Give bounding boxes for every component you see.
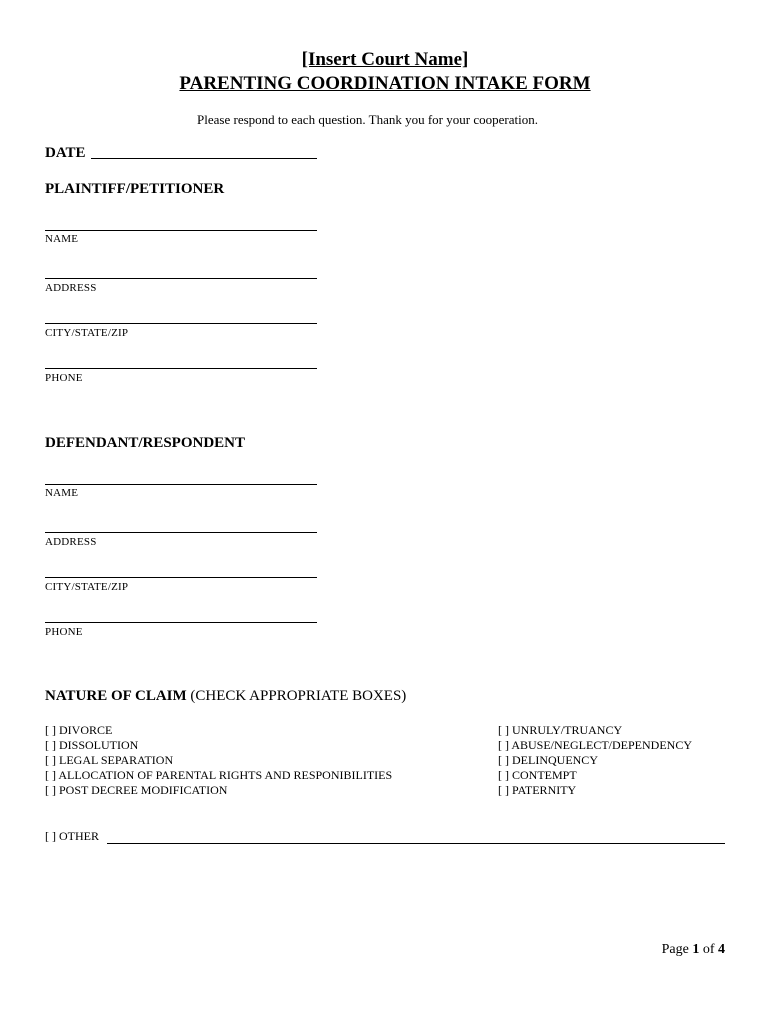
- page-total: 4: [718, 942, 725, 957]
- defendant-name-field[interactable]: [45, 484, 317, 485]
- defendant-heading: DEFENDANT/RESPONDENT: [45, 435, 246, 451]
- defendant-address-label: ADDRESS: [45, 536, 97, 548]
- plaintiff-address-field[interactable]: [45, 278, 317, 279]
- option-divorce[interactable]: [ ] DIVORCE: [45, 723, 113, 737]
- defendant-city-field[interactable]: [45, 577, 317, 578]
- plaintiff-name-label: NAME: [45, 233, 79, 245]
- other-field[interactable]: [107, 843, 725, 844]
- defendant-city-label: CITY/STATE/ZIP: [45, 581, 129, 593]
- court-name: [Insert Court Name]: [301, 49, 469, 70]
- option-abuse[interactable]: [ ] ABUSE/NEGLECT/DEPENDENCY: [498, 738, 692, 752]
- date-field[interactable]: [91, 158, 317, 159]
- option-allocation[interactable]: [ ] ALLOCATION OF PARENTAL RIGHTS AND RESPONIBILITIES: [45, 768, 393, 782]
- option-other[interactable]: [ ] OTHER: [45, 829, 99, 843]
- option-dissolution[interactable]: [ ] DISSOLUTION: [45, 738, 139, 752]
- plaintiff-heading: PLAINTIFF/PETITIONER: [45, 181, 225, 197]
- instructions: Please respond to each question. Thank you for your cooperation.: [197, 112, 538, 127]
- plaintiff-phone-label: PHONE: [45, 372, 83, 384]
- claim-heading: [45, 688, 406, 705]
- option-paternity[interactable]: [ ] PATERNITY: [498, 783, 577, 797]
- claim-subheading: (CHECK APPROPRIATE BOXES): [190, 688, 407, 704]
- plaintiff-address-label: ADDRESS: [45, 282, 97, 294]
- option-post-decree[interactable]: [ ] POST DECREE MODIFICATION: [45, 783, 228, 797]
- claim-options-left: [45, 723, 392, 798]
- option-contempt[interactable]: [ ] CONTEMPT: [498, 768, 577, 782]
- page-word: Page: [661, 942, 689, 957]
- option-delinquency[interactable]: [ ] DELINQUENCY: [498, 753, 598, 767]
- page-number: [662, 942, 725, 958]
- date-label: DATE: [45, 145, 86, 161]
- option-unruly[interactable]: [ ] UNRULY/TRUANCY: [498, 723, 623, 737]
- plaintiff-phone-field[interactable]: [45, 368, 317, 369]
- plaintiff-city-field[interactable]: [45, 323, 317, 324]
- page-current: 1: [692, 942, 700, 957]
- defendant-address-field[interactable]: [45, 532, 317, 533]
- claim-options-right: [498, 723, 692, 798]
- claim-heading-bold: NATURE OF CLAIM: [45, 688, 187, 704]
- page-of: of: [702, 942, 715, 957]
- defendant-phone-field[interactable]: [45, 622, 317, 623]
- defendant-phone-label: PHONE: [45, 626, 83, 638]
- option-legal-separation[interactable]: [ ] LEGAL SEPARATION: [45, 753, 174, 767]
- plaintiff-name-field[interactable]: [45, 230, 317, 231]
- defendant-name-label: NAME: [45, 487, 79, 499]
- form-title: PARENTING COORDINATION INTAKE FORM: [179, 73, 591, 94]
- plaintiff-city-label: CITY/STATE/ZIP: [45, 327, 129, 339]
